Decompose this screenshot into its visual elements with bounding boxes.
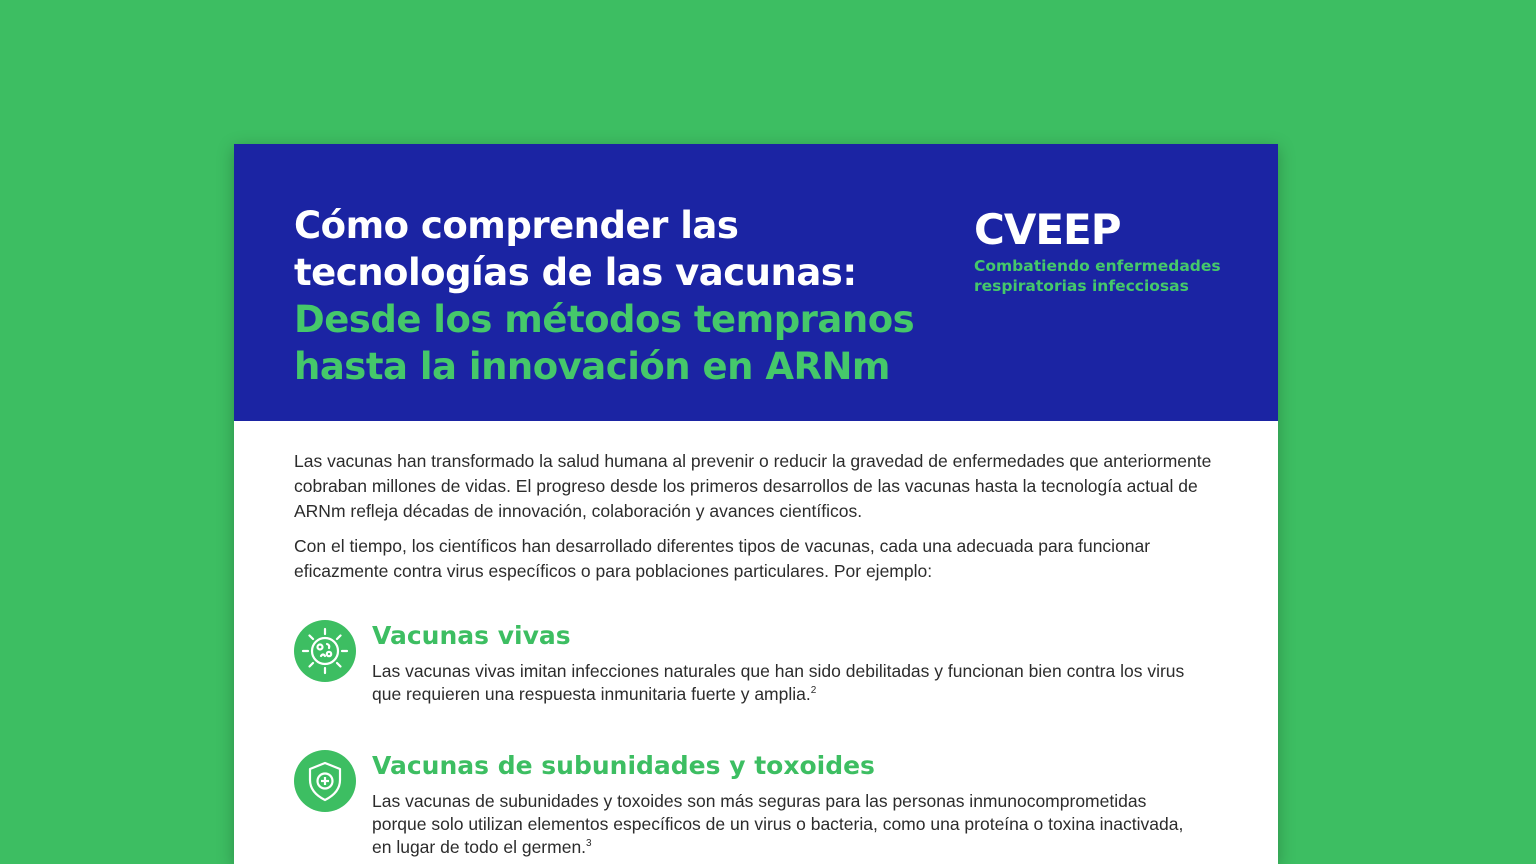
section-body: Las vacunas vivas imitan infecciones naturales que han sido debilitadas y funcionan bien contra los virus que requieren una respuesta inmunitaria fuerte y amplia.$^2$ xyxy=(372,661,1185,704)
virus-icon xyxy=(294,620,356,682)
title-line-1: Cómo comprender las xyxy=(294,204,739,247)
section-title: Vacunas vivas xyxy=(372,621,571,650)
brand-tagline xyxy=(974,256,1244,296)
title-line-2: tecnologías de las vacunas: xyxy=(294,251,857,294)
section-title: Vacunas de subunidades y toxoides xyxy=(372,751,875,780)
brand-tagline-line-1: Combatiendo enfermedades xyxy=(974,257,1221,275)
section-subunit-toxoid-vaccines xyxy=(294,748,1224,857)
section-body: Las vacunas de subunidades y toxoides son más seguras para las personas inmunocomprometidas porque solo utilizan elementos específicos de un virus o bacteria, como una proteína o toxina inactivada, en lugar de todo el germen.$^3$ xyxy=(372,791,1184,857)
brand-logo xyxy=(974,206,1264,296)
subtitle-line-2: hasta la innovación en ARNm xyxy=(294,345,890,388)
reference-marker: 2 xyxy=(810,685,817,697)
document-header xyxy=(234,144,1278,421)
intro-paragraph-1: Las vacunas han transformado la salud humana al prevenir o reducir la gravedad de enfermedades que anteriormente cobraban millones de vidas. El progreso desde los primeros desarrollos de las vacunas hasta la tecnología actual de ARNm refleja décadas de innovación, colaboración y avances científicos. xyxy=(294,451,1212,521)
brand-tagline-line-2: respiratorias infecciosas xyxy=(974,277,1189,295)
document-title xyxy=(294,202,954,390)
intro-paragraph-2: Con el tiempo, los científicos han desarrollado diferentes tipos de vacunas, cada una adecuada para funcionar eficazmente contra virus específicos o para poblaciones particulares. Por ejemplo: xyxy=(294,536,1151,581)
subtitle-line-1: Desde los métodos tempranos xyxy=(294,298,915,341)
section-live-vaccines xyxy=(294,618,1224,718)
reference-marker: 3 xyxy=(586,838,592,850)
shield-cross-icon xyxy=(294,750,356,812)
document-page xyxy=(234,144,1278,864)
brand-name: CVEEP xyxy=(974,205,1121,254)
